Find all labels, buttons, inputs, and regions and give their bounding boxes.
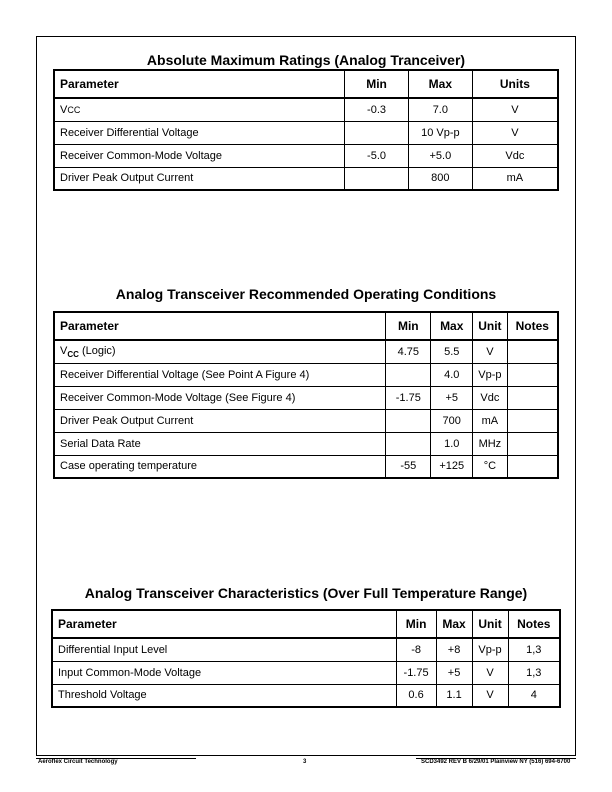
table-header-row [54, 312, 558, 340]
row-notes [507, 386, 558, 409]
row-notes [507, 340, 558, 363]
row-unit: V [472, 121, 558, 144]
row-max: +8 [436, 638, 472, 661]
row-parameter: VCC [54, 98, 345, 121]
row-min: -1.75 [386, 386, 431, 409]
row-max: +5.0 [408, 144, 472, 167]
table-row [54, 409, 558, 432]
absolute-max-ratings-title: Absolute Maximum Ratings (Analog Tranceiver) [146, 52, 466, 68]
row-max: 4.0 [431, 363, 473, 386]
row-max: +5 [431, 386, 473, 409]
row-unit: V [472, 661, 508, 684]
row-unit: V [472, 98, 558, 121]
table-row [54, 363, 558, 386]
table-row [54, 144, 558, 167]
row-notes [507, 455, 558, 478]
header-min: Min [396, 610, 436, 638]
row-parameter: Differential Input Level [52, 638, 396, 661]
row-notes [507, 409, 558, 432]
row-max: 5.5 [431, 340, 473, 363]
row-parameter: Threshold Voltage [52, 684, 396, 707]
row-unit: V [472, 684, 508, 707]
row-max: 10 Vp-p [408, 121, 472, 144]
row-parameter: Input Common-Mode Voltage [52, 661, 396, 684]
row-min: -5.0 [345, 144, 409, 167]
row-notes: 1,3 [508, 661, 560, 684]
row-unit: Vdc [473, 386, 507, 409]
row-notes: 4 [508, 684, 560, 707]
row-notes [507, 363, 558, 386]
header-notes: Notes [508, 610, 560, 638]
header-parameter: Parameter [54, 312, 386, 340]
row-min [386, 363, 431, 386]
row-unit: mA [473, 409, 507, 432]
row-parameter: Receiver Differential Voltage [54, 121, 345, 144]
row-unit: Vp-p [473, 363, 507, 386]
row-parameter: Driver Peak Output Current [54, 167, 345, 190]
table-row [54, 340, 558, 363]
table-row [54, 121, 558, 144]
table-row [54, 386, 558, 409]
footer-page-number: 3 [303, 759, 307, 765]
row-parameter: Receiver Differential Voltage (See Point A Figure 4) [54, 363, 386, 386]
absolute-max-ratings-table [53, 69, 559, 191]
operating-conditions-title: Analog Transceiver Recommended Operating Conditions [115, 286, 497, 302]
table-row [52, 638, 560, 661]
row-min: -1.75 [396, 661, 436, 684]
header-min: Min [345, 70, 409, 98]
table-header-row [54, 70, 558, 98]
header-parameter: Parameter [54, 70, 345, 98]
header-max: Max [436, 610, 472, 638]
row-max: 800 [408, 167, 472, 190]
operating-conditions-table [53, 311, 559, 479]
row-parameter: Receiver Common-Mode Voltage [54, 144, 345, 167]
header-units: Units [472, 70, 558, 98]
header-max: Max [408, 70, 472, 98]
row-min: -55 [386, 455, 431, 478]
header-unit: Unit [473, 312, 507, 340]
row-unit: Vdc [472, 144, 558, 167]
row-min [345, 167, 409, 190]
table-row [54, 167, 558, 190]
row-max: 1.1 [436, 684, 472, 707]
row-max: 7.0 [408, 98, 472, 121]
row-min: 0.6 [396, 684, 436, 707]
row-min: -0.3 [345, 98, 409, 121]
transceiver-characteristics-title: Analog Transceiver Characteristics (Over Full Temperature Range) [84, 585, 528, 601]
row-max: +125 [431, 455, 473, 478]
header-max: Max [431, 312, 473, 340]
table-row [54, 98, 558, 121]
table-row [52, 684, 560, 707]
header-min: Min [386, 312, 431, 340]
row-unit: Vp-p [472, 638, 508, 661]
header-notes: Notes [507, 312, 558, 340]
footer-doc-ref: SCD3492 REV B 6/29/01 Plainview NY (516) 694-6700 [421, 759, 571, 765]
row-max: 1.0 [431, 432, 473, 455]
row-min: -8 [396, 638, 436, 661]
row-parameter: Receiver Common-Mode Voltage (See Figure 4) [54, 386, 386, 409]
row-unit: V [473, 340, 507, 363]
row-parameter: $V_{CC}$ (Logic) [54, 340, 386, 363]
row-min [386, 432, 431, 455]
header-unit: Unit [472, 610, 508, 638]
transceiver-characteristics-table [51, 609, 561, 708]
row-min [345, 121, 409, 144]
row-unit: MHz [473, 432, 507, 455]
row-parameter: Serial Data Rate [54, 432, 386, 455]
row-parameter: Driver Peak Output Current [54, 409, 386, 432]
header-parameter: Parameter [52, 610, 396, 638]
row-max: 700 [431, 409, 473, 432]
table-row [54, 432, 558, 455]
row-min [386, 409, 431, 432]
row-unit: mA [472, 167, 558, 190]
row-unit: °C [473, 455, 507, 478]
row-notes [507, 432, 558, 455]
footer-company: Aeroflex Circuit Technology [38, 759, 118, 765]
table-header-row [52, 610, 560, 638]
row-min: 4.75 [386, 340, 431, 363]
row-parameter: Case operating temperature [54, 455, 386, 478]
row-notes: 1,3 [508, 638, 560, 661]
row-max: +5 [436, 661, 472, 684]
table-row [54, 455, 558, 478]
table-row [52, 661, 560, 684]
